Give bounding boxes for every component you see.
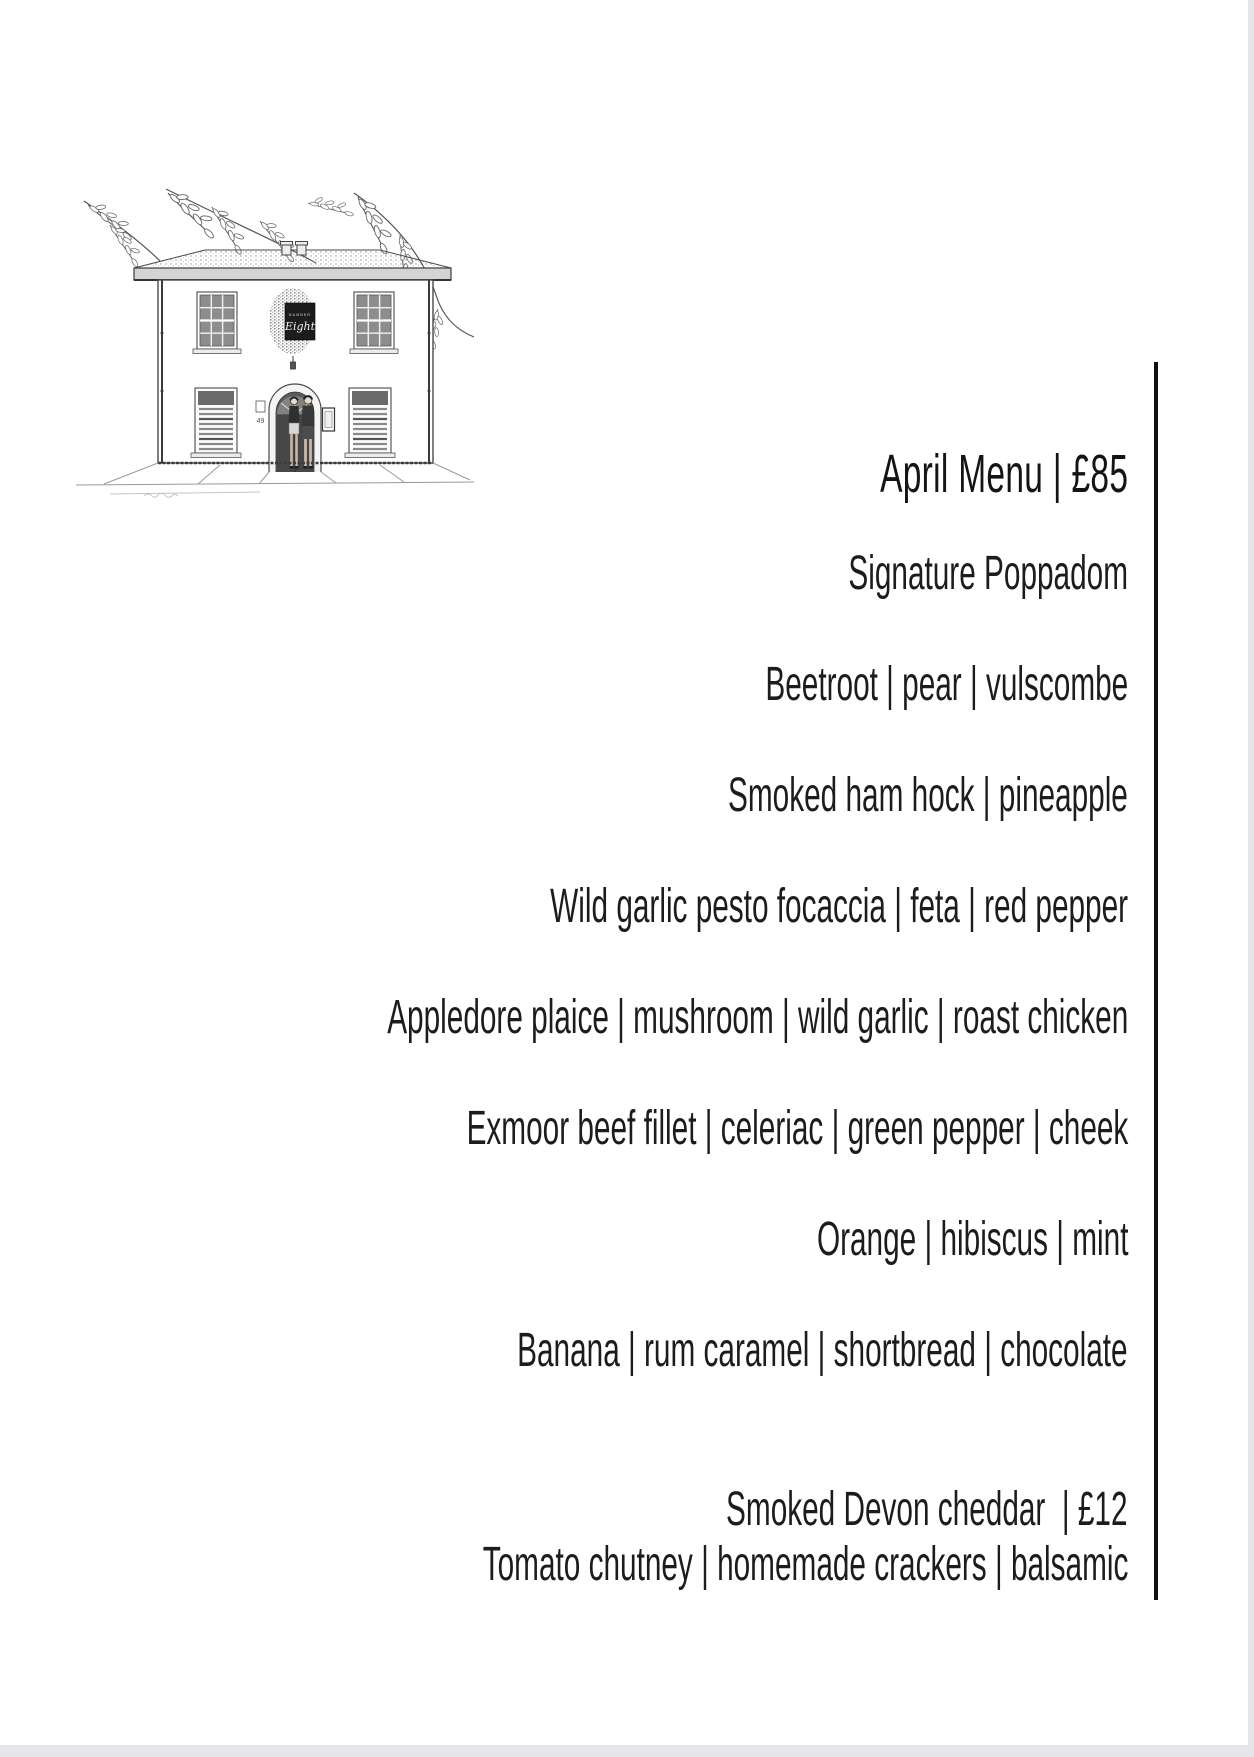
menu-course: Signature Poppadom xyxy=(848,547,1128,600)
menu-course: Exmoor beef fillet | celeriac | green pepper | cheek xyxy=(466,1102,1128,1155)
lower-right-window xyxy=(345,388,395,458)
lower-left-window xyxy=(191,388,241,458)
building-illustration xyxy=(70,163,490,503)
cheese-supplement xyxy=(87,1482,1128,1592)
supplement-line: Tomato chutney | homemade crackers | balsamic xyxy=(482,1538,1128,1591)
menu-display-case xyxy=(323,408,335,431)
menu-course: Beetroot | pear | vulscombe xyxy=(765,658,1128,711)
upper-right-window xyxy=(350,292,398,354)
house-number: 49 xyxy=(256,418,265,425)
menu-course: Appledore plaice | mushroom | wild garlic | roast chicken xyxy=(386,991,1128,1044)
page-title-text: April Menu | £85 xyxy=(879,444,1128,504)
menu-course-list xyxy=(0,518,1128,1406)
menu-course: Banana | rum caramel | shortbread | chocolate xyxy=(517,1324,1128,1377)
upper-left-window xyxy=(193,292,241,354)
page-title xyxy=(666,384,1128,504)
menu-course: Orange | hibiscus | mint xyxy=(816,1213,1128,1266)
restaurant-sign xyxy=(284,303,316,340)
vertical-divider xyxy=(1154,362,1158,1600)
menu-course: Smoked ham hock | pineapple xyxy=(728,769,1128,822)
supplement-line: Smoked Devon cheddar | £12 xyxy=(726,1483,1128,1536)
menu-course: Wild garlic pesto focaccia | feta | red pepper xyxy=(550,880,1128,933)
sign-text-number: NUMBER xyxy=(288,313,312,317)
artist-signature xyxy=(144,493,178,497)
sign-text-eight: Eight xyxy=(284,320,316,333)
